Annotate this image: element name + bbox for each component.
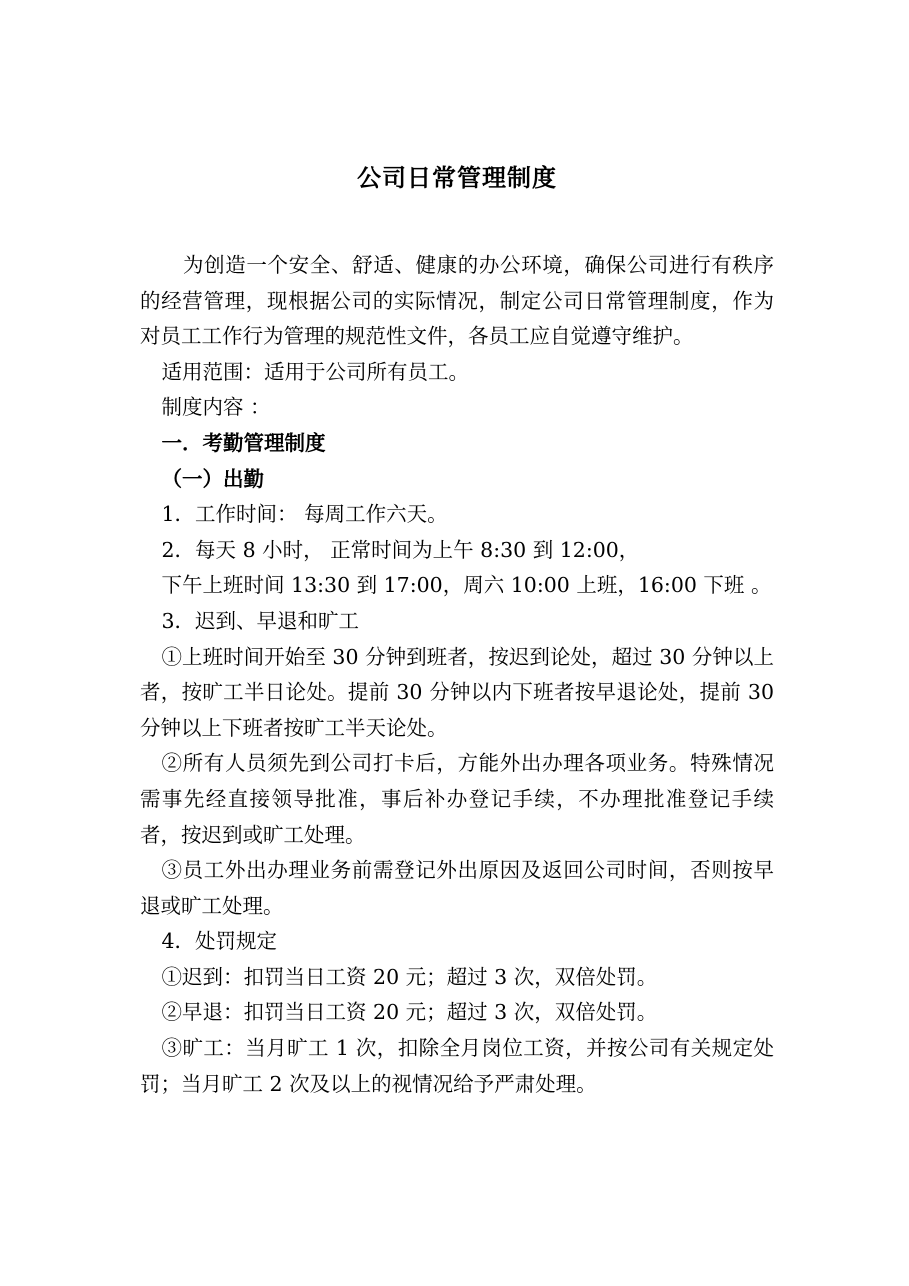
item-daily-hours: 2．每天 8 小时， 正常时间为上午 8:30 到 12:00，: [161, 537, 640, 562]
content-label: 制度内容 ：: [161, 395, 271, 420]
penalty-absence: ③旷工：当月旷工 1 次，扣除全月岗位工资，并按公司有关规定处罚；当月旷工 2 次及以上的视情况给予严肃处理。: [140, 1036, 774, 1096]
item-late-early-absence: 3．迟到、早退和旷工: [161, 608, 360, 633]
scope-paragraph: 适用范围：适用于公司所有员工。: [161, 359, 470, 384]
item-work-time: 1．工作时间： 每周工作六天。: [161, 502, 448, 527]
penalty-late: ①迟到：扣罚当日工资 20 元；超过 3 次，双倍处罚。: [161, 964, 658, 989]
penalty-early-leave: ②早退：扣罚当日工资 20 元；超过 3 次，双倍处罚。: [161, 1000, 658, 1025]
rule-clock-in: ②所有人员须先到公司打卡后，方能外出办理各项业务。特殊情况需事先经直接领导批准，事后补办登记手续，不办理批准登记手续者，按迟到或旷工处理。: [140, 751, 774, 847]
item-penalties: 4．处罚规定: [161, 929, 278, 954]
subsection-heading-attendance: （一）出勤: [161, 466, 265, 491]
section-heading-attendance: 一．考勤管理制度: [161, 430, 326, 455]
document-body: [140, 248, 774, 1102]
rule-late-definition: ①上班时间开始至 30 分钟到班者，按迟到论处，超过 30 分钟以上者，按旷工半日论处。提前 30 分钟以内下班者按早退论处，提前 30 分钟以上下班者按旷工半天论处。: [140, 644, 774, 740]
rule-outing-registration: ③员工外出办理业务前需登记外出原因及返回公司时间，否则按早退或旷工处理。: [140, 858, 774, 918]
item-daily-hours-continued: 下午上班时间 13:30 到 17:00，周六 10:00 上班，16:00 下班 。: [161, 573, 772, 598]
intro-paragraph: 为创造一个安全、舒适、健康的办公环境，确保公司进行有秩序的经营管理，现根据公司的实际情况，制定公司日常管理制度，作为对员工工作行为管理的规范性文件，各员工应自觉遵守维护。: [140, 253, 774, 349]
document-title: 公司日常管理制度: [357, 164, 557, 192]
